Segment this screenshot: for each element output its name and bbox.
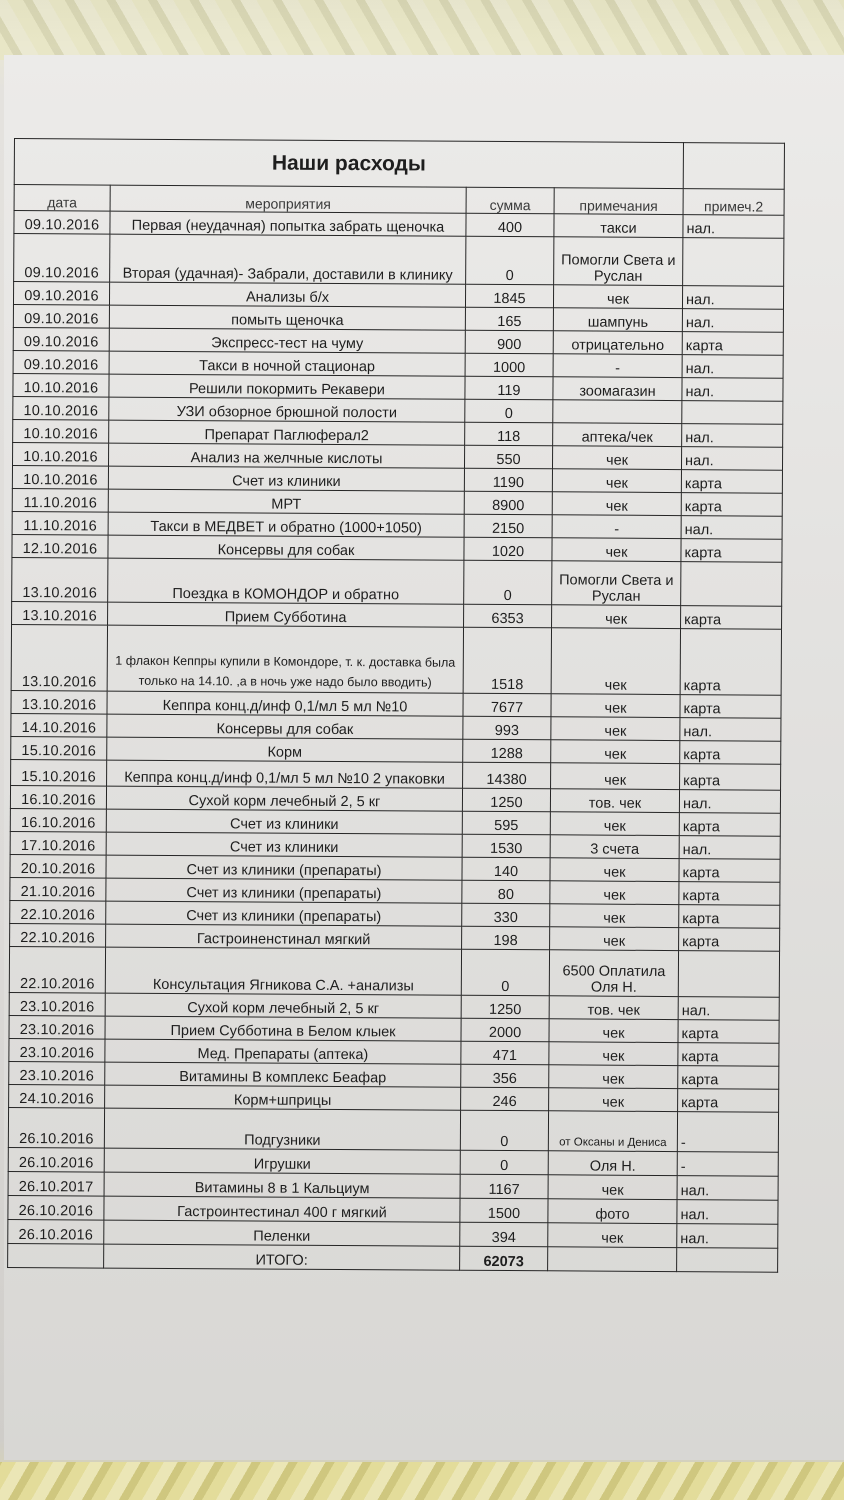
expenses-sheet: [7, 138, 784, 1295]
row-note: чек: [549, 1042, 678, 1066]
row-event: Такси в МЕДВЕТ и обратно (1000+1050): [108, 512, 464, 537]
row-note2: [678, 951, 779, 998]
row-note: шампунь: [553, 308, 682, 332]
total-row: [8, 1243, 778, 1272]
row-event: Мед. Препараты (аптека): [105, 1039, 461, 1064]
row-date: 09.10.2016: [13, 304, 109, 328]
row-event: Гастроиненстинал мягкий: [106, 924, 462, 949]
row-date: 13.10.2016: [11, 624, 107, 691]
row-event: Счет из клиники (препараты): [106, 901, 462, 926]
total-note2-empty: [677, 1248, 778, 1273]
row-sum: 471: [461, 1041, 549, 1065]
row-event: Поездка в КОМОНДОР и обратно: [108, 558, 464, 604]
row-note: чек: [553, 285, 682, 309]
row-sum: 1190: [464, 468, 552, 492]
row-sum: 0: [465, 399, 553, 423]
row-date: 09.10.2016: [13, 282, 109, 306]
row-note2: карта: [680, 764, 781, 791]
row-event: Консультация Ягникова С.А. +анализы: [105, 947, 461, 995]
row-sum: 1530: [462, 834, 550, 858]
row-note: Помогли Света и Руслан: [552, 561, 681, 606]
row-note2: нал.: [677, 1200, 778, 1225]
row-sum: 400: [466, 213, 554, 237]
row-date: 16.10.2016: [10, 785, 106, 809]
background-fabric-top: [0, 0, 844, 60]
col-header-sum: сумма: [466, 187, 554, 214]
table-row: [11, 759, 781, 790]
row-sum: 6353: [464, 604, 552, 628]
row-note2: -: [677, 1152, 778, 1177]
row-note2: нал.: [680, 718, 781, 742]
table-row: [12, 557, 782, 606]
row-note: чек: [552, 446, 681, 470]
row-note2: карта: [679, 813, 780, 837]
row-note: 6500 Оплатила Оля Н.: [549, 950, 678, 997]
row-note2: нал.: [682, 378, 783, 402]
row-event: Сухой корм лечебный 2, 5 кг: [106, 786, 462, 811]
row-note: чек: [548, 1175, 677, 1200]
row-note: [553, 400, 682, 424]
row-note: чек: [551, 628, 680, 695]
row-sum: 1250: [461, 995, 549, 1019]
row-sum: 198: [462, 926, 550, 950]
row-sum: 246: [461, 1087, 549, 1111]
row-sum: 165: [465, 307, 553, 331]
table-row: [9, 946, 779, 997]
row-sum: 330: [462, 903, 550, 927]
row-sum: 119: [465, 376, 553, 400]
row-sum: 356: [461, 1064, 549, 1088]
row-note2: карта: [679, 882, 780, 906]
row-event: Консервы для собак: [107, 714, 463, 739]
row-note: чек: [551, 763, 680, 790]
row-date: 09.10.2016: [14, 211, 110, 235]
row-note2: нал.: [682, 309, 783, 333]
row-note2: нал.: [683, 286, 784, 310]
row-note: чек: [551, 717, 680, 741]
row-note: зоомагазин: [553, 377, 682, 401]
row-note2: -: [677, 1112, 778, 1153]
row-date: 14.10.2016: [11, 713, 107, 737]
row-event: Пеленки: [104, 1220, 460, 1246]
row-event: Кеппра конц.д/инф 0,1/мл 5 мл №10: [107, 691, 463, 716]
row-note: чек: [551, 694, 680, 718]
row-note2: карта: [681, 470, 782, 494]
row-date: 10.10.2016: [13, 419, 109, 443]
row-note: чек: [550, 927, 679, 951]
row-note: -: [553, 354, 682, 378]
row-sum: 1167: [460, 1174, 548, 1199]
row-date: 22.10.2016: [10, 923, 106, 947]
row-sum: 550: [464, 445, 552, 469]
row-event: Консервы для собак: [108, 535, 464, 560]
row-note: отрицательно: [553, 331, 682, 355]
row-date: 26.10.2016: [8, 1219, 104, 1244]
row-event: Кеппра конц.д/инф 0,1/мл 5 мл №10 2 упаковки: [107, 760, 463, 788]
row-event: Корм: [107, 737, 463, 762]
row-sum: 118: [465, 422, 553, 446]
row-date: 09.10.2016: [13, 327, 109, 351]
row-note2: карта: [679, 859, 780, 883]
row-event: Решили покормить Рекавери: [109, 374, 465, 399]
row-note: чек: [552, 605, 681, 629]
total-label: ИТОГО:: [104, 1244, 460, 1270]
row-date: 09.10.2016: [14, 234, 110, 283]
row-sum: 1845: [465, 284, 553, 308]
row-event: Анализ на желчные кислоты: [108, 443, 464, 468]
row-note2: нал.: [679, 790, 780, 814]
row-note: чек: [548, 1223, 677, 1248]
row-sum: 1250: [462, 788, 550, 812]
row-note: от Оксаны и Дениса: [548, 1111, 677, 1152]
expenses-table-body: [8, 139, 785, 1273]
row-event: Счет из клиники: [106, 809, 462, 834]
row-date: 16.10.2016: [10, 808, 106, 832]
row-sum: 993: [463, 716, 551, 740]
row-event: УЗИ обзорное брюшной полости: [109, 397, 465, 422]
row-note2: нал.: [679, 836, 780, 860]
row-note2: нал.: [678, 997, 779, 1021]
row-event: Счет из клиники: [106, 832, 462, 857]
row-date: 13.10.2016: [12, 601, 108, 625]
row-note: чек: [552, 492, 681, 516]
row-note: фото: [548, 1199, 677, 1224]
row-date: 20.10.2016: [10, 854, 106, 878]
row-date: 23.10.2016: [9, 1015, 105, 1039]
row-date: 10.10.2016: [12, 465, 108, 489]
col-header-event: мероприятия: [110, 185, 466, 213]
total-sum: 62073: [460, 1246, 548, 1271]
row-note2: карта: [678, 1089, 779, 1113]
row-note: тов. чек: [549, 996, 678, 1020]
row-note: такси: [554, 214, 683, 238]
row-note2: [681, 562, 782, 607]
row-event: Вторая (удачная)- Забрали, доставили в клинику: [110, 234, 466, 284]
row-note2: карта: [680, 741, 781, 765]
row-note: чек: [552, 538, 681, 562]
row-note: чек: [550, 812, 679, 836]
row-date: 26.10.2017: [8, 1171, 104, 1196]
page-title: Наши расходы: [14, 139, 683, 189]
row-event: Счет из клиники (препараты): [106, 878, 462, 903]
row-date: 15.10.2016: [11, 759, 107, 786]
row-event: Подгузники: [104, 1108, 460, 1150]
row-sum: 0: [464, 560, 552, 605]
row-event: Игрушки: [104, 1148, 460, 1174]
row-note: чек: [549, 1065, 678, 1089]
row-note2: нал.: [682, 447, 783, 471]
row-event: Экспресс-тест на чуму: [109, 328, 465, 353]
row-date: 21.10.2016: [10, 877, 106, 901]
row-date: 11.10.2016: [12, 488, 108, 512]
row-note: Помогли Света и Руслан: [554, 237, 683, 286]
col-header-note: примечания: [554, 188, 683, 215]
row-note2: карта: [681, 493, 782, 517]
row-note: 3 счета: [550, 835, 679, 859]
row-note2: карта: [678, 1043, 779, 1067]
row-date: 17.10.2016: [10, 831, 106, 855]
row-note: чек: [551, 740, 680, 764]
row-note: аптека/чек: [553, 423, 682, 447]
row-sum: 595: [462, 811, 550, 835]
row-event: Витамины 8 в 1 Кальциум: [104, 1172, 460, 1198]
row-event: Гастроинтестинал 400 г мягкий: [104, 1196, 460, 1222]
row-event: Прием Субботина: [108, 602, 464, 627]
col-header-date: дата: [14, 185, 110, 212]
row-note2: [683, 238, 784, 287]
row-sum: 14380: [463, 762, 551, 789]
total-empty-cell: [8, 1243, 104, 1268]
row-note2: карта: [678, 1020, 779, 1044]
row-sum: 0: [466, 236, 554, 285]
row-note2: карта: [681, 606, 782, 630]
row-note: чек: [550, 904, 679, 928]
row-event: Счет из клиники (препараты): [106, 855, 462, 880]
row-date: 26.10.2016: [8, 1195, 104, 1220]
row-sum: 1500: [460, 1198, 548, 1223]
background-fabric-bottom: [0, 1462, 844, 1500]
row-note: Оля Н.: [548, 1151, 677, 1176]
row-date: 10.10.2016: [12, 442, 108, 466]
row-note2: карта: [679, 928, 780, 952]
row-sum: 140: [462, 857, 550, 881]
row-sum: 1000: [465, 353, 553, 377]
row-date: 24.10.2016: [9, 1084, 105, 1108]
row-note2: карта: [680, 695, 781, 719]
row-date: 15.10.2016: [11, 736, 107, 760]
row-note2: нал.: [683, 215, 784, 239]
row-note2: нал.: [681, 516, 782, 540]
row-note2: нал.: [682, 424, 783, 448]
row-event: МРТ: [108, 489, 464, 514]
row-date: 23.10.2016: [9, 992, 105, 1016]
row-event: Витамины В комплекс Беафар: [105, 1062, 461, 1087]
row-note: -: [552, 515, 681, 539]
row-note: тов. чек: [550, 789, 679, 813]
col-header-note2: примеч.2: [683, 189, 784, 216]
row-date: 23.10.2016: [9, 1038, 105, 1062]
row-sum: 900: [465, 330, 553, 354]
row-date: 13.10.2016: [11, 690, 107, 714]
row-note2: нал.: [682, 355, 783, 379]
row-date: 26.10.2016: [8, 1147, 104, 1172]
row-note2: карта: [682, 332, 783, 356]
row-sum: 0: [460, 1110, 548, 1151]
row-note: чек: [549, 1019, 678, 1043]
row-note: чек: [550, 881, 679, 905]
table-row: [14, 234, 784, 287]
row-date: 11.10.2016: [12, 511, 108, 535]
row-date: 23.10.2016: [9, 1061, 105, 1085]
row-note: чек: [552, 469, 681, 493]
row-sum: 7677: [463, 693, 551, 717]
title-row: [14, 139, 784, 190]
row-note: чек: [550, 858, 679, 882]
row-sum: 1288: [463, 739, 551, 763]
row-date: 13.10.2016: [12, 557, 108, 602]
row-event: Счет из клиники: [108, 466, 464, 491]
total-note-empty: [548, 1247, 677, 1272]
row-date: 12.10.2016: [12, 534, 108, 558]
row-event: Первая (неудачная) попытка забрать щеночка: [110, 211, 466, 236]
row-date: 22.10.2016: [10, 900, 106, 924]
row-sum: 2150: [464, 514, 552, 538]
row-sum: 80: [462, 880, 550, 904]
row-event: Прием Субботина в Белом клыек: [105, 1016, 461, 1041]
row-sum: 1020: [464, 537, 552, 561]
table-row: [8, 1107, 778, 1152]
row-event: Корм+шприцы: [105, 1085, 461, 1110]
row-note: чек: [549, 1088, 678, 1112]
row-sum: 394: [460, 1222, 548, 1247]
row-date: 09.10.2016: [13, 350, 109, 374]
row-note2: нал.: [677, 1176, 778, 1201]
row-sum: 2000: [461, 1018, 549, 1042]
row-note2: [682, 401, 783, 425]
row-event: Такси в ночной стационар: [109, 351, 465, 376]
row-date: 10.10.2016: [13, 396, 109, 420]
row-note2: нал.: [677, 1224, 778, 1249]
row-event: Сухой корм лечебный 2, 5 кг: [105, 993, 461, 1018]
title-empty-cell: [683, 143, 784, 190]
row-date: 26.10.2016: [8, 1107, 104, 1148]
row-event: Препарат Паглюферал2: [109, 420, 465, 445]
row-note2: карта: [680, 629, 781, 696]
row-event: помыть щеночка: [109, 305, 465, 330]
row-sum: 0: [460, 1150, 548, 1175]
row-event: Анализы б/х: [109, 282, 465, 307]
row-event: 1 флакон Кеппры купили в Комондоре, т. к. доставка была только на 14.10. ,а в ночь уже надо было вводить): [107, 625, 463, 693]
table-row: [11, 624, 781, 695]
expenses-table: [7, 138, 785, 1273]
row-date: 10.10.2016: [13, 373, 109, 397]
row-note2: карта: [681, 539, 782, 563]
row-date: 22.10.2016: [9, 946, 105, 993]
row-note2: карта: [679, 905, 780, 929]
row-sum: 8900: [464, 491, 552, 515]
row-sum: 0: [461, 949, 549, 996]
row-note2: карта: [678, 1066, 779, 1090]
row-sum: 1518: [463, 627, 551, 694]
